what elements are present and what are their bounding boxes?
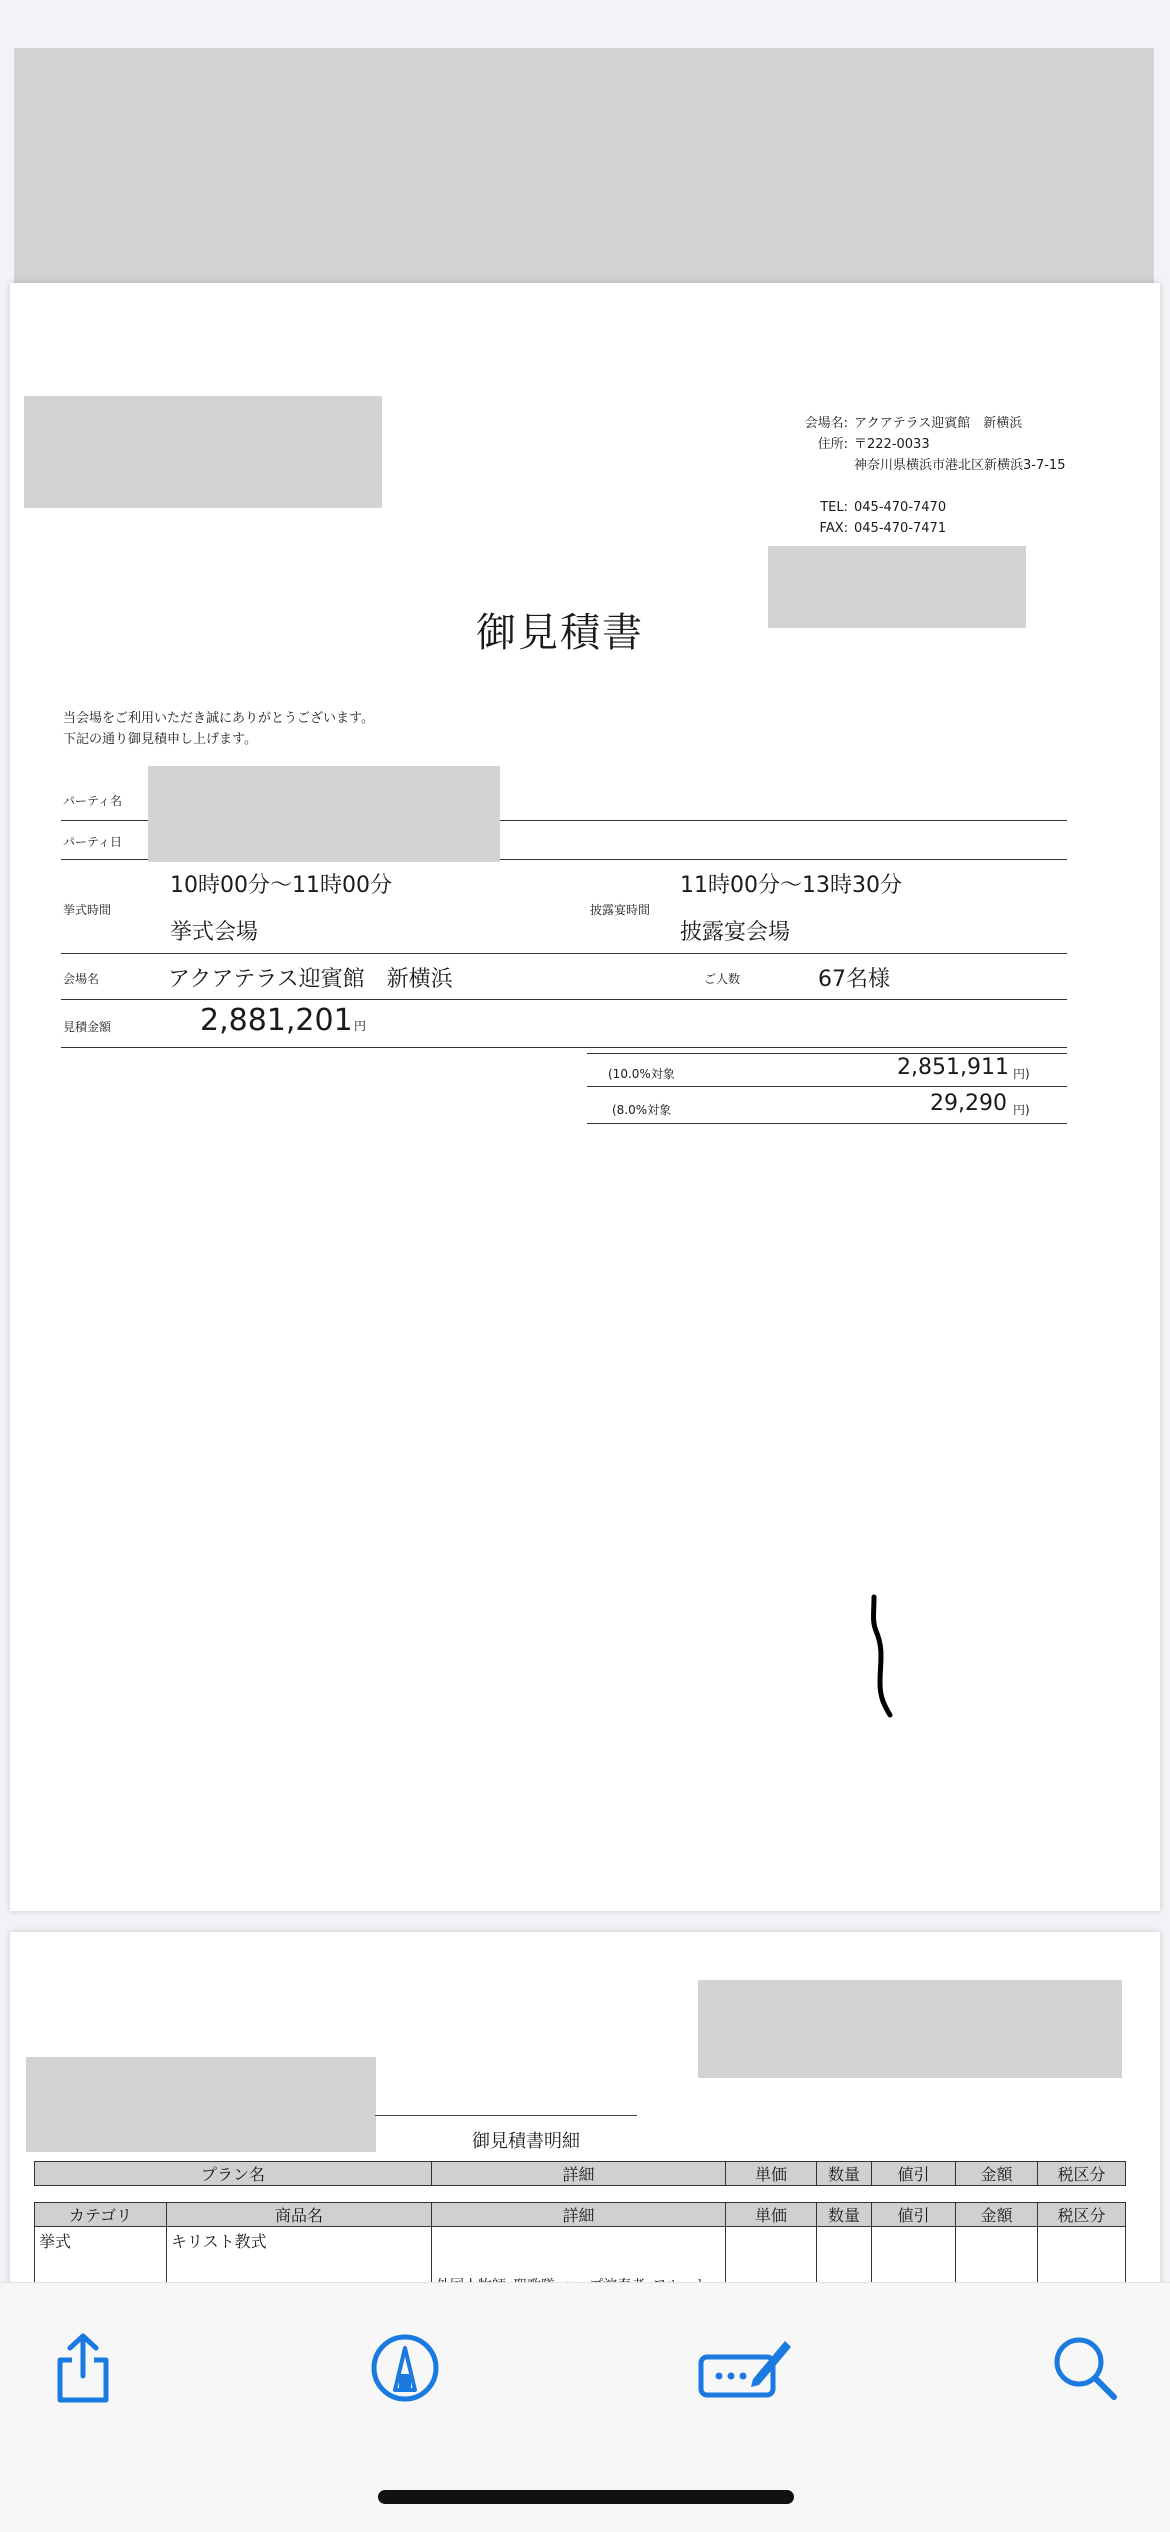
col-plan-name: プラン名 [35,2162,432,2186]
tax10-label: (10.0%対象 [608,1067,675,1081]
tax10-value: 2,851,911 [897,1055,1009,1080]
title-underline [375,2115,637,2116]
venue-label: 会場名 [63,972,100,986]
col-tax-class: 税区分 [1038,2203,1126,2227]
redacted-party-info [148,766,500,862]
guests-value: 67名様 [818,967,890,992]
divider [587,1086,1067,1087]
redacted-logo [26,2057,376,2152]
signature-icon [697,2335,793,2401]
col-detail: 詳細 [432,2162,726,2186]
col-discount: 値引 [872,2203,956,2227]
col-detail: 詳細 [432,2203,726,2227]
divider [61,953,1067,954]
reception-time-label: 披露宴時間 [590,903,651,917]
pen-stroke [850,1593,900,1743]
tel-label: TEL: [820,500,848,515]
reception-hall: 披露宴会場 [680,920,791,945]
col-amount: 金額 [956,2203,1038,2227]
venue-info [798,413,1065,539]
home-indicator[interactable] [378,2490,794,2504]
col-unit-price: 単価 [726,2203,817,2227]
document-page-1 [10,283,1160,1911]
tax8-yen: 円) [1013,1103,1030,1117]
address-text: 神奈川県横浜市港北区新横浜3-7-15 [854,458,1066,473]
greeting-line-2: 下記の通り御見積申し上げます。 [63,732,257,747]
col-category: カテゴリ [35,2203,167,2227]
tel-value: 045-470-7470 [854,500,947,515]
ceremony-hall: 挙式会場 [170,920,259,945]
details-title: 御見積書明細 [472,2131,580,2152]
reception-time: 11時00分〜13時30分 [680,873,902,898]
share-icon [52,2332,114,2404]
greeting-line-1: 当会場をご利用いただき誠にありがとうございます。 [63,711,374,726]
plan-table [34,2161,1126,2186]
fax-label: FAX: [819,521,848,536]
col-amount: 金額 [956,2162,1038,2186]
venue-name-label: 会場名: [804,416,848,431]
col-quantity: 数量 [817,2203,872,2227]
venue-name-value: アクアテラス迎賓館 新横浜 [854,416,1023,431]
party-name-label: パーティ名 [63,794,123,808]
cell-product: キリスト教式 [167,2227,432,2347]
cell-category: 挙式 [35,2227,167,2347]
address-label: 住所: [817,437,848,452]
fax-value: 045-470-7471 [854,521,947,536]
divider [587,1053,1067,1054]
ceremony-time: 10時00分〜11時00分 [170,873,392,898]
markup-icon [369,2332,441,2404]
signature-button[interactable] [695,2323,795,2413]
tax8-label: (8.0%対象 [612,1103,672,1117]
party-date-label: パーティ日 [63,835,123,849]
search-button[interactable] [1040,2323,1130,2413]
ceremony-time-label: 挙式時間 [63,903,112,917]
postal-code: 〒222-0033 [854,437,930,452]
divider [61,999,1067,1000]
col-tax-class: 税区分 [1038,2162,1126,2186]
divider [61,1047,1067,1048]
yen-unit: 円 [354,1019,367,1033]
markup-button[interactable] [360,2323,450,2413]
col-product: 商品名 [167,2203,432,2227]
redacted-stamp [698,1980,1122,2078]
estimate-value: 2,881,201 [200,1003,353,1038]
col-unit-price: 単価 [726,2162,817,2186]
document-title: 御見積書 [476,610,644,656]
search-icon [1051,2334,1119,2402]
redacted-logo [24,396,382,508]
estimate-label: 見積金額 [63,1020,112,1034]
divider [587,1123,1067,1124]
share-button[interactable] [38,2323,128,2413]
venue-value: アクアテラス迎賓館 新横浜 [168,967,453,992]
tax8-value: 29,290 [930,1091,1007,1116]
tax10-yen: 円) [1013,1067,1030,1081]
col-quantity: 数量 [817,2162,872,2186]
col-discount: 値引 [872,2162,956,2186]
guests-label: ご人数 [704,972,741,986]
